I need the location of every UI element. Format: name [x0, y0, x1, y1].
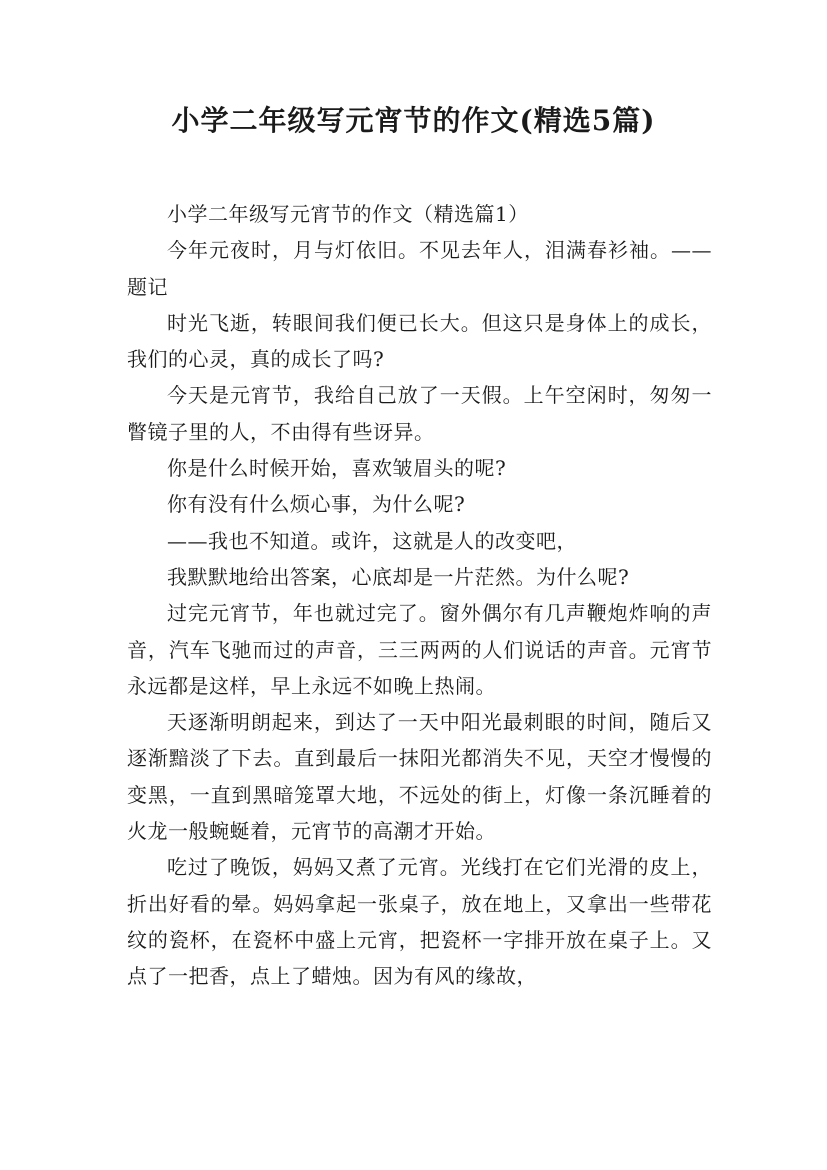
paragraph: ——我也不知道。或许，这就是人的改变吧，	[167, 528, 577, 553]
document-title: 小学二年级写元宵节的作文(精选5篇)	[171, 104, 656, 137]
paragraph: 你有没有什么烦心事，为什么呢?	[167, 492, 466, 517]
paragraph: 你是什么时候开始，喜欢皱眉头的呢?	[167, 456, 507, 481]
paragraph: 天逐渐明朗起来，到达了一天中阳光最刺眼的时间，随后又逐渐黯淡了下去。直到最后一抹阳光都消失不见，天空才慢慢的变黑，一直到黑暗笼罩大地，不远处的街上，灯像一条沉睡着的火龙一般蜿蜒着，元宵节的高潮才开始。	[127, 710, 712, 844]
paragraph: 过完元宵节，年也就过完了。窗外偶尔有几声鞭炮炸响的声音，汽车飞驰而过的声音，三三两两的人们说话的声音。元宵节永远都是这样，早上永远不如晚上热闹。	[127, 601, 712, 698]
paragraph-epigraph: 今年元夜时，月与灯依旧。不见去年人，泪满春衫袖。——题记	[127, 238, 712, 299]
section-heading: 小学二年级写元宵节的作文（精选篇1）	[167, 202, 529, 226]
paragraph: 今天是元宵节，我给自己放了一天假。上午空闲时，匆匆一瞥镜子里的人，不由得有些讶异。	[127, 383, 712, 444]
paragraph: 吃过了晚饭，妈妈又煮了元宵。光线打在它们光滑的皮上，折出好看的晕。妈妈拿起一张桌子，放在地上，又拿出一些带花纹的瓷杯，在瓷杯中盛上元宵，把瓷杯一字排开放在桌子上。又点了一把香，点上了蜡烛。因为有风的缘故，	[127, 855, 712, 989]
paragraph: 我默默地给出答案，心底却是一片茫然。为什么呢?	[167, 564, 630, 589]
paragraph: 时光飞逝，转眼间我们便已长大。但这只是身体上的成长，我们的心灵，真的成长了吗?	[127, 310, 712, 372]
document-body	[127, 196, 712, 995]
